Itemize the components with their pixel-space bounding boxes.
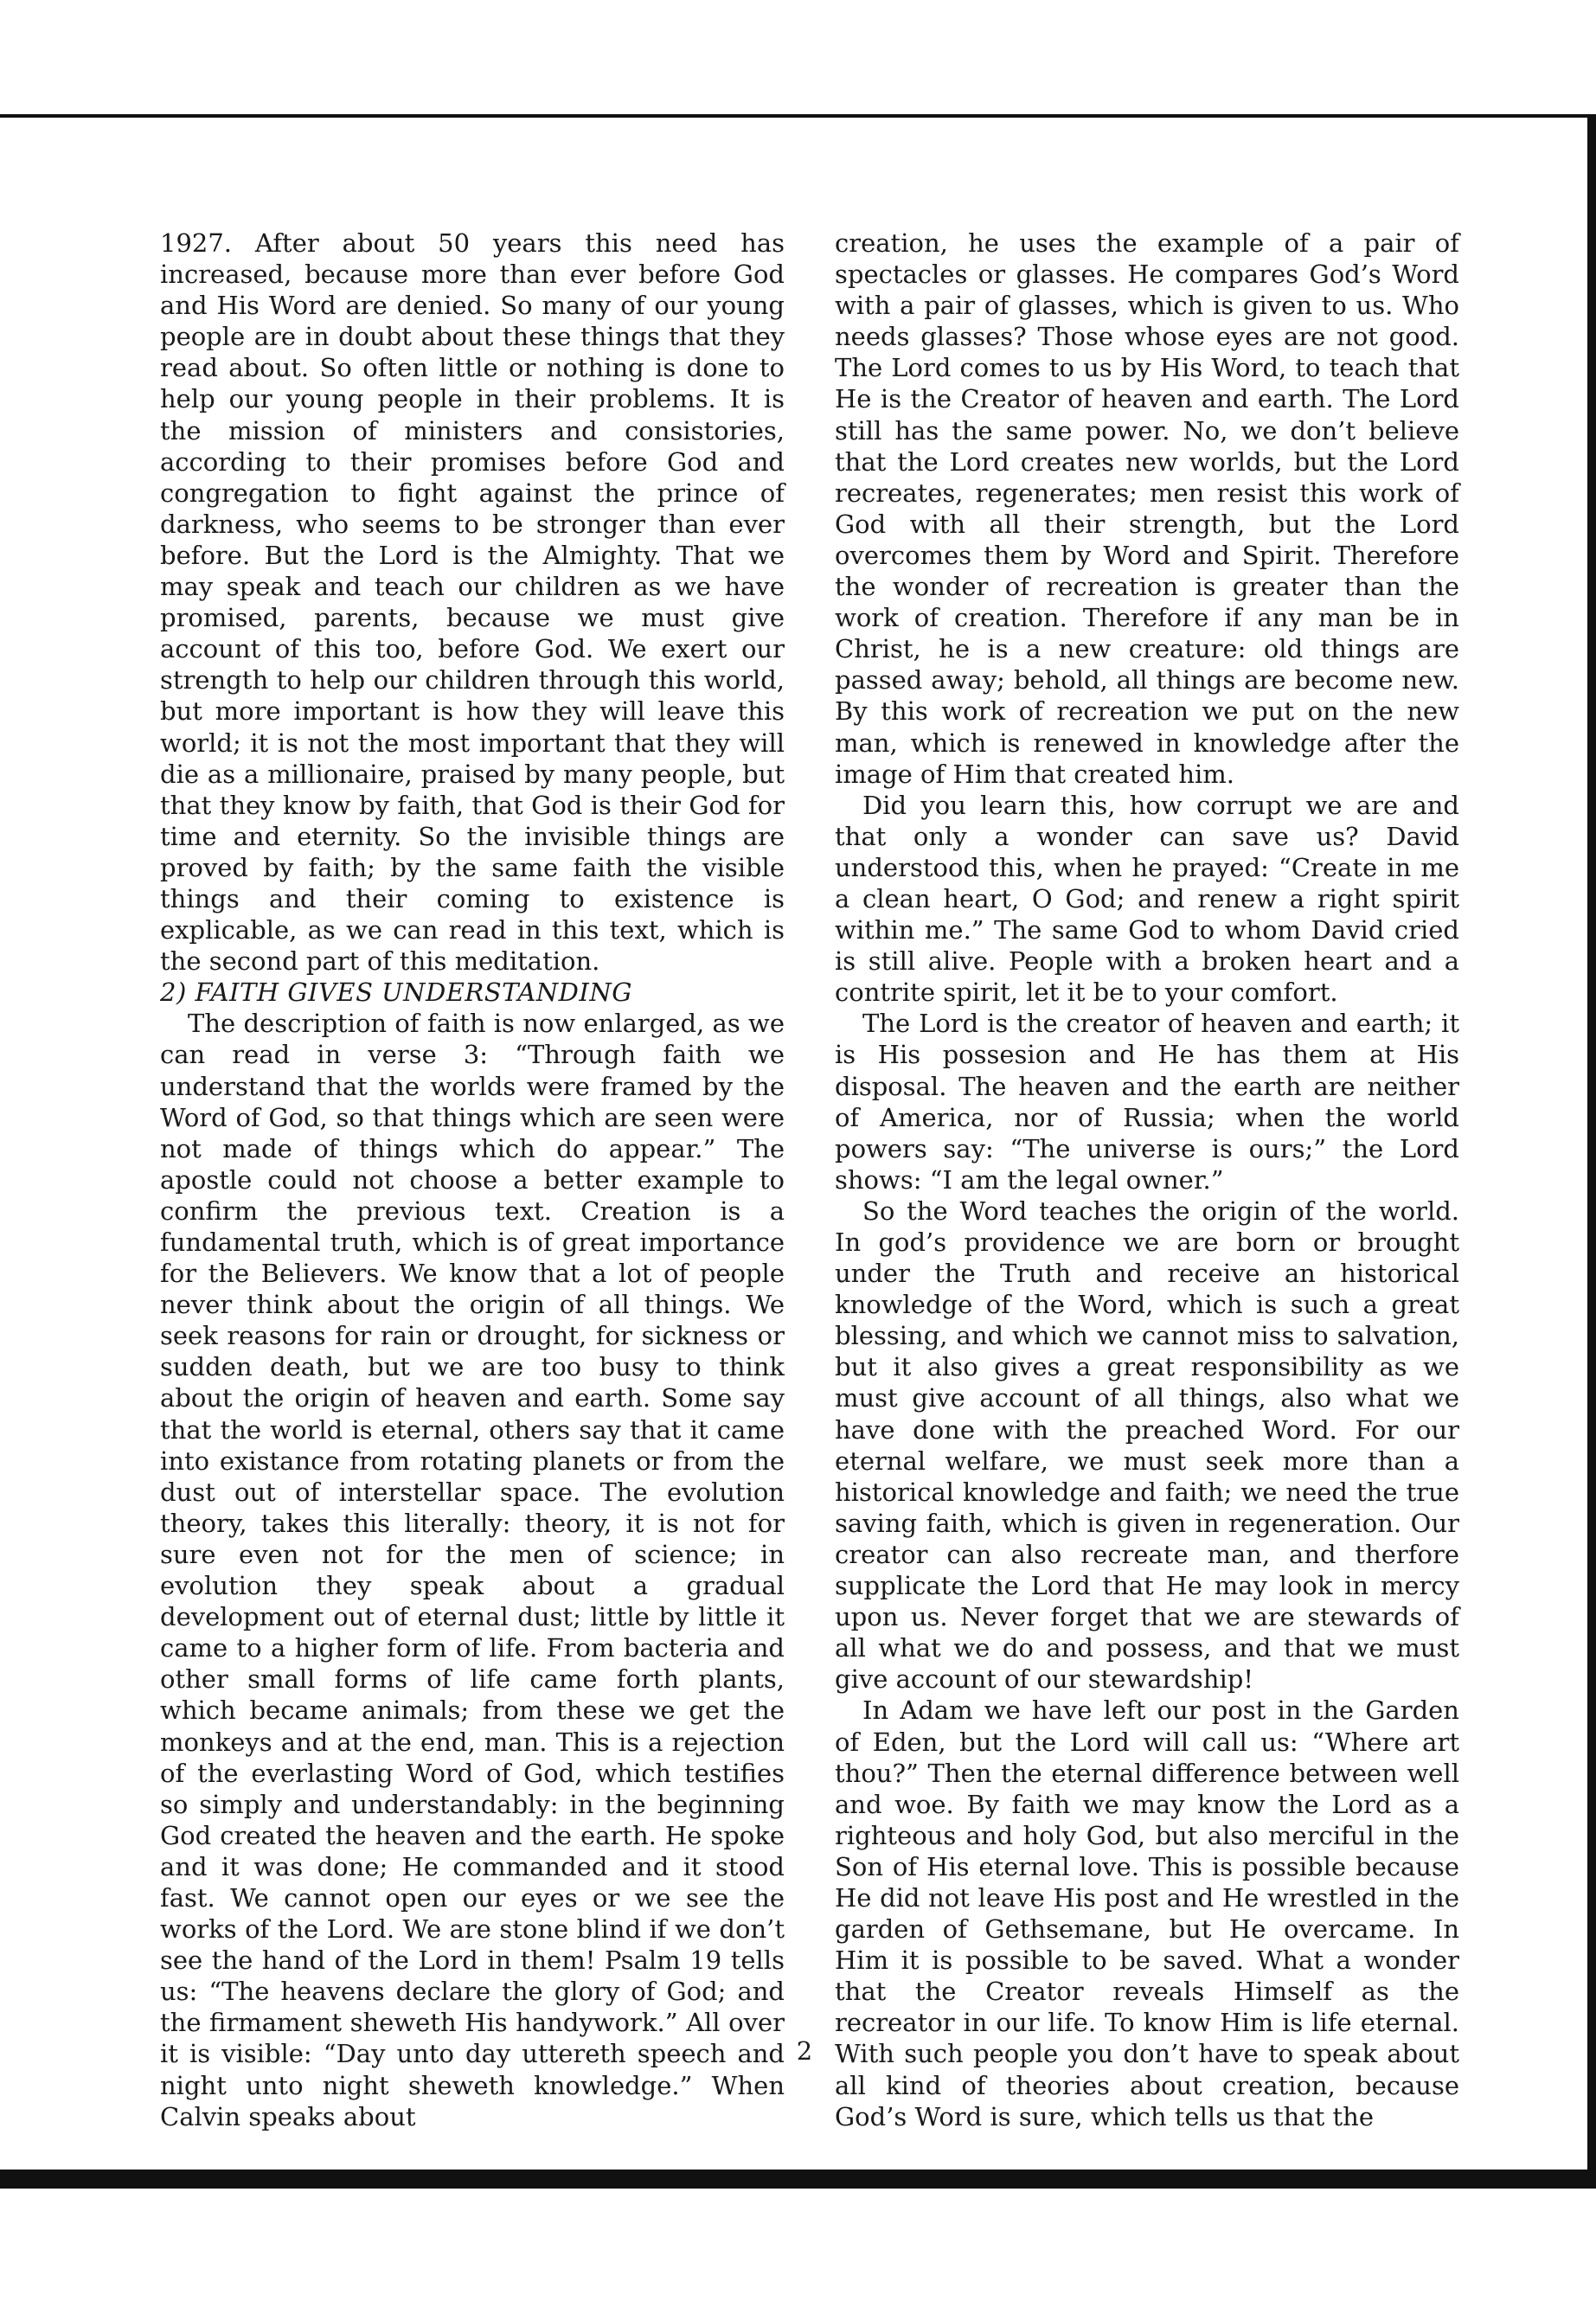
right-paragraph-1: creation, he uses the example of a pair of spectacles or glasses. He compares God’s Word with a pair of glasses, which is given to us. Who needs glasses? Those whose eyes are not good. The Lord comes to us by His Word, to teach that He is the Creator of heaven and earth. The Lord still has the same power. No, we don’t believe that the Lord creates new worlds, but the Lord recreates, regenerates; men resist this work of God with all their strength, but the Lord overcomes them by Word and Spirit. Therefore the wonder of recreation is greater than the work of creation. Therefore if any man be in Christ, he is a new creature: old things are passed away; behold, all things are become new. By this work of recreation we put on the new man, which is renewed in knowledge after the image of Him that created him.: [835, 228, 1459, 789]
left-paragraph-2: The description of faith is now enlarged, as we can read in verse 3: “Through faith we understand that the worlds were framed by the Word of God, so that things which are seen were not made of things which do appear.” The apostle could not choose a better example to confirm the previous text. Creation is a fundamental truth, which is of great importance for the Believers. We know that a lot of people never think about the origin of all things. We seek reasons for rain or drought, for sickness or sudden death, but we are too busy to think about the origin of heaven and earth. Some say that the world is eternal, others say that it came into existance from rotating planets or from the dust out of interstellar space. The evolution theory, takes this literally: theory, it is not for sure even not for the men of science; in evolution they speak about a gradual development out of eternal dust; little by little it came to a higher form of life. From bacteria and other small forms of life came forth plants, which became animals; from these we get the monkeys and at the end, man. This is a rejection of the everlasting Word of God, which testifies so simply and understandably: in the beginning God created the heaven and the earth. He spoke and it was done; He commanded and it stood fast. We cannot open our eyes or we see the works of the Lord. We are stone blind if we don’t see the hand of the Lord in them! Psalm 19 tells us: “The heavens declare the glory of God; and the firmament sheweth His handywork.” All over it is visible: “Day unto day uttereth speech and night unto night sheweth knowledge.” When Calvin speaks about: [160, 1009, 785, 2131]
left-column: [160, 228, 785, 2131]
right-paragraph-5: In Adam we have left our post in the Garden of Eden, but the Lord will call us: “Where art thou?” Then the eternal difference between well and woe. By faith we may know the Lord as a righteous and holy God, but also merciful in the Son of His eternal love. This is possible because He did not leave His post and He wrestled in the garden of Gethsemane, but He overcame. In Him it is possible to be saved. What a wonder that the Creator reveals Himself as the recreator in our life. To know Him is life eternal. With such people you don’t have to speak about all kind of theories about creation, because God’s Word is sure, which tells us that the: [835, 1695, 1459, 2131]
left-paragraph-1: 1927. After about 50 years this need has increased, because more than ever before God and His Word are denied. So many of our young people are in doubt about these things that they read about. So often little or nothing is done to help our young people in their problems. It is the mission of ministers and consistories, according to their promises before God and congregation to fight against the prince of darkness, who seems to be stronger than ever before. But the Lord is the Almighty. That we may speak and teach our children as we have promised, parents, because we must give account of this too, before God. We exert our strength to help our children through this world, but more important is how they will leave this world; it is not the most important that they will die as a millionaire, praised by many people, but that they know by faith, that God is their God for time and eternity. So the invisible things are proved by faith; by the same faith the visible things and their coming to existence is explicable, as we can read in this text, which is the second part of this meditation.: [160, 228, 785, 977]
scan-top-border: [0, 114, 1596, 118]
right-column: [835, 228, 1459, 2131]
right-paragraph-4: So the Word teaches the origin of the world. In god’s providence we are born or brought under the Truth and receive an historical knowledge of the Word, which is such a great blessing, and which we cannot miss to salvation, but it also gives a great responsibility as we must give account of all things, also what we have done with the preached Word. For our eternal welfare, we must seek more than a historical knowledge and faith; we need the true saving faith, which is given in regeneration. Our creator can also recreate man, and therfore supplicate the Lord that He may look in mercy upon us. Never forget that we are stewards of all what we do and possess, and that we must give account of our stewardship!: [835, 1195, 1459, 1695]
scan-bottom-border: [0, 2170, 1596, 2189]
right-paragraph-3: The Lord is the creator of heaven and earth; it is His possesion and He has them at His disposal. The heaven and the earth are neither of America, nor of Russia; when the world powers say: “The universe is ours;” the Lord shows: “I am the legal owner.”: [835, 1009, 1459, 1195]
page-number: 2: [796, 2036, 813, 2066]
scan-right-border: [1587, 114, 1596, 2187]
right-paragraph-2: Did you learn this, how corrupt we are and that only a wonder can save us? David understood this, when he prayed: “Create in me a clean heart, O God; and renew a right spirit within me.” The same God to whom David cried is still alive. People with a broken heart and a contrite spirit, let it be to your comfort.: [835, 790, 1459, 1008]
section-heading: 2) FAITH GIVES UNDERSTANDING: [160, 977, 632, 1008]
